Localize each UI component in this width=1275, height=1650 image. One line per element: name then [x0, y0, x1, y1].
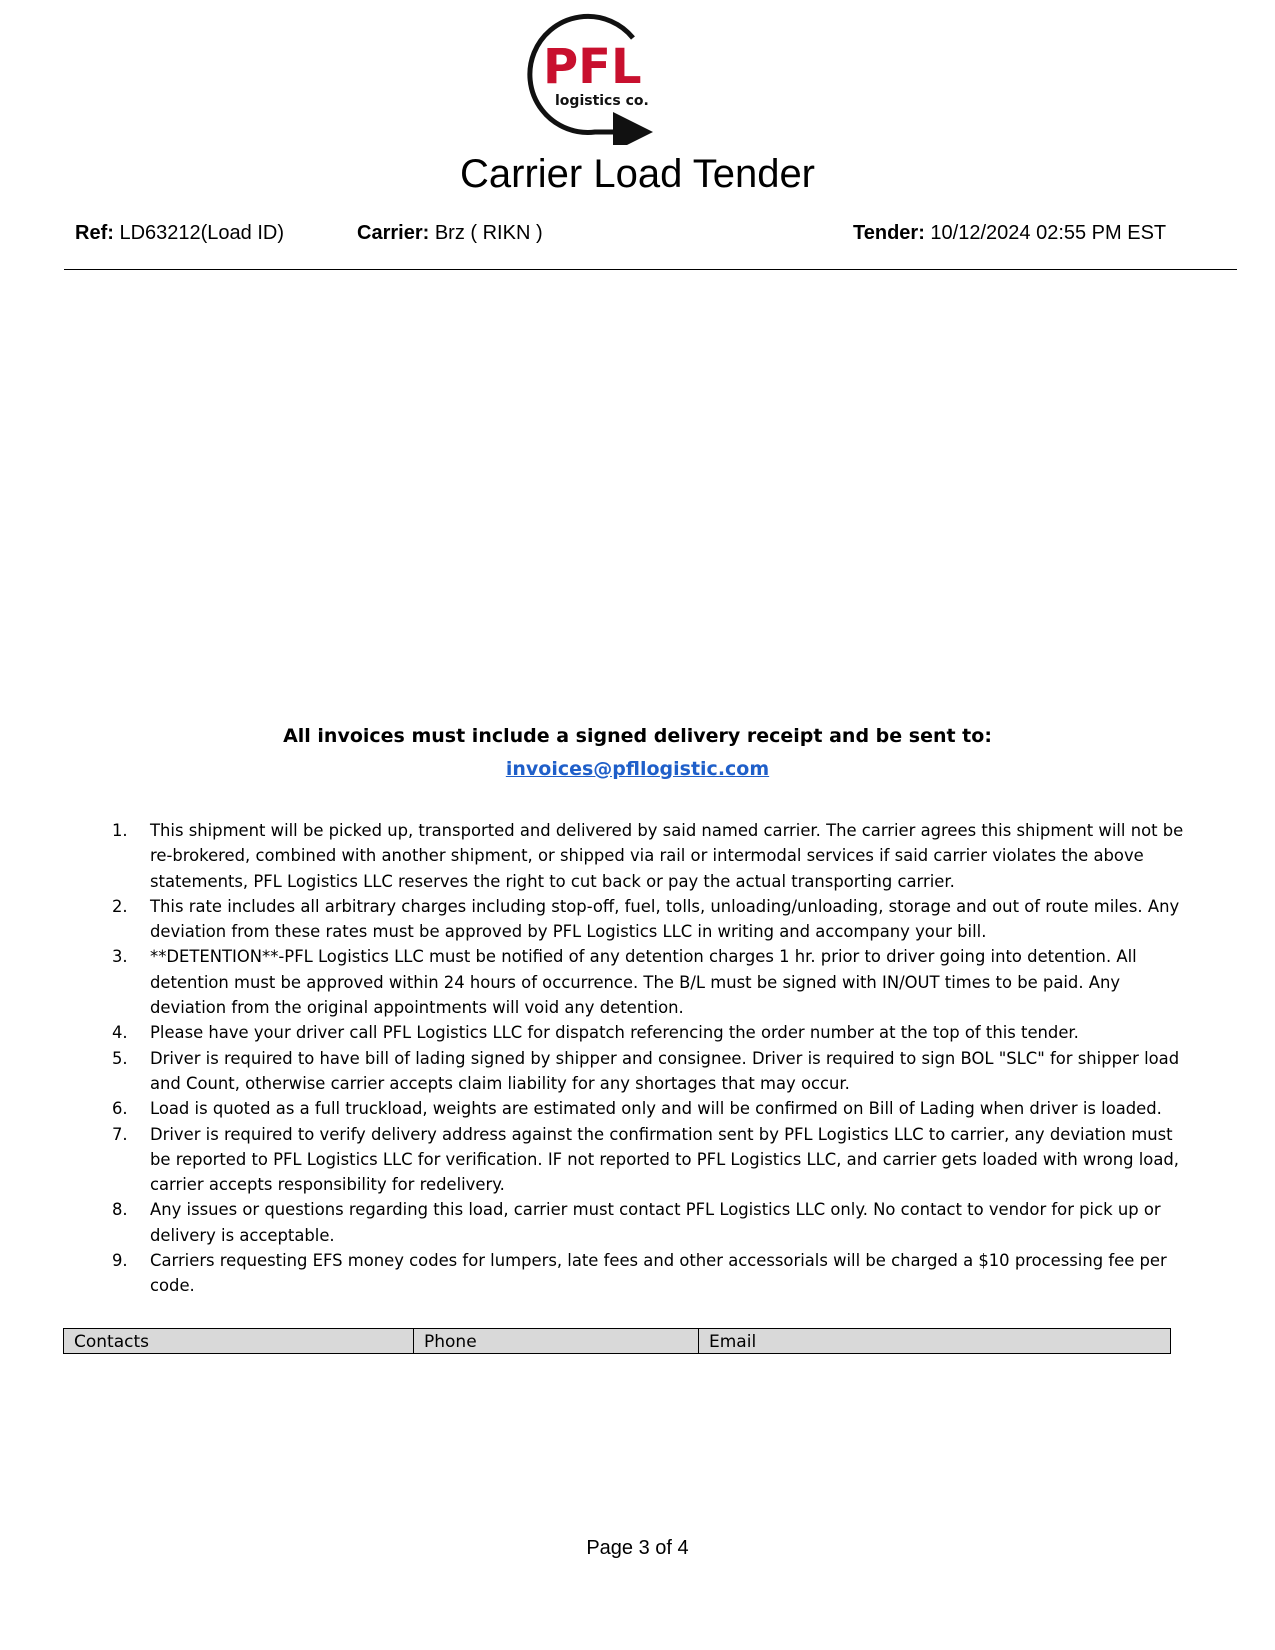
ref-label: Ref: — [75, 222, 114, 244]
contacts-table-header-row — [64, 1329, 1171, 1354]
term-text: Load is quoted as a full truckload, weights are estimated only and will be confirmed on Bill of Lading when driver is loaded. — [150, 1099, 1162, 1119]
logo-brand-text: PFL — [543, 39, 642, 95]
tender-label: Tender: — [853, 222, 925, 244]
header-divider — [64, 269, 1237, 270]
term-item — [112, 1046, 1192, 1097]
term-item — [112, 1122, 1192, 1198]
term-number: 9. — [112, 1251, 128, 1271]
term-text: This rate includes all arbitrary charges including stop-off, fuel, tolls, unloading/unloading, storage and out of route miles. Any deviation from these rates must be approved by PFL Logistics LLC in writing and accompany your bill. — [150, 896, 1180, 942]
tender-value: 10/12/2024 02:55 PM EST — [930, 222, 1167, 244]
term-item — [112, 894, 1192, 945]
contacts-table — [63, 1328, 1171, 1354]
term-item — [112, 818, 1192, 894]
carrier-field — [357, 221, 543, 245]
carrier-value: Brz ( RIKN ) — [434, 222, 543, 244]
logo-tagline-text: logistics co. — [555, 93, 649, 109]
term-text: Please have your driver call PFL Logistics LLC for dispatch referencing the order number at the top of this tender. — [150, 1023, 1079, 1043]
invoice-instruction: All invoices must include a signed delivery receipt and be sent to: — [283, 725, 992, 747]
contacts-column-header: Contacts — [64, 1329, 414, 1354]
term-item — [112, 944, 1192, 1020]
carrier-label: Carrier: — [357, 222, 430, 244]
term-item — [112, 1020, 1192, 1045]
phone-column-header: Phone — [414, 1329, 699, 1354]
term-number: 8. — [112, 1200, 128, 1220]
tender-field — [853, 221, 1166, 245]
term-text: **DETENTION**-PFL Logistics LLC must be notified of any detention charges 1 hr. prior to driver going into detention. All detention must be approved within 24 hours of occurrence. The B/L must be signed with IN/OUT times to be paid. Any deviation from the original appointments will void any detention. — [150, 947, 1137, 1018]
email-column-header: Email — [699, 1329, 1171, 1354]
term-number: 3. — [112, 947, 128, 967]
term-number: 1. — [112, 821, 128, 840]
pfl-logo-mark — [525, 10, 665, 145]
ref-field — [75, 221, 284, 245]
page-title: Carrier Load Tender — [459, 152, 816, 196]
term-number: 7. — [112, 1124, 128, 1144]
term-number: 5. — [112, 1048, 128, 1068]
term-text: This shipment will be picked up, transported and delivered by said named carrier. The carrier agrees this shipment will not be re-brokered, combined with another shipment, or shipped via rail or intermodal services if said carrier violates the above statements, PFL Logistics LLC reserves the right to cut back or pay the actual transporting carrier. — [150, 821, 1184, 891]
invoice-email-line — [0, 755, 1275, 783]
term-text: Any issues or questions regarding this load, carrier must contact PFL Logistics LLC only. No contact to vendor for pick up or delivery is acceptable. — [150, 1200, 1161, 1245]
term-text: Driver is required to have bill of lading signed by shipper and consignee. Driver is required to sign BOL "SLC" for shipper load and Count, otherwise carrier accepts claim liability for any shortages that may occur. — [150, 1048, 1180, 1093]
pfl-logo — [525, 10, 665, 145]
term-text: Carriers requesting EFS money codes for lumpers, late fees and other accessorials will be charged a $10 processing fee per code. — [150, 1251, 1167, 1296]
terms-list — [112, 818, 1192, 1299]
invoice-email-link[interactable]: invoices@pfllogistic.com — [505, 758, 770, 780]
term-number: 4. — [112, 1023, 128, 1043]
term-number: 6. — [112, 1099, 128, 1119]
term-item — [112, 1197, 1192, 1248]
ref-value: LD63212(Load ID) — [119, 222, 285, 244]
term-item — [112, 1248, 1192, 1299]
term-number: 2. — [112, 896, 128, 916]
term-item — [112, 1096, 1192, 1121]
page-number: Page 3 of 4 — [586, 1537, 689, 1559]
term-text: Driver is required to verify delivery address against the confirmation sent by PFL Logistics LLC to carrier, any deviation must be reported to PFL Logistics LLC for verification. IF not reported to PFL Logistics LLC, and carrier gets loaded with wrong load, carrier accepts responsibility for redelivery. — [150, 1124, 1179, 1195]
